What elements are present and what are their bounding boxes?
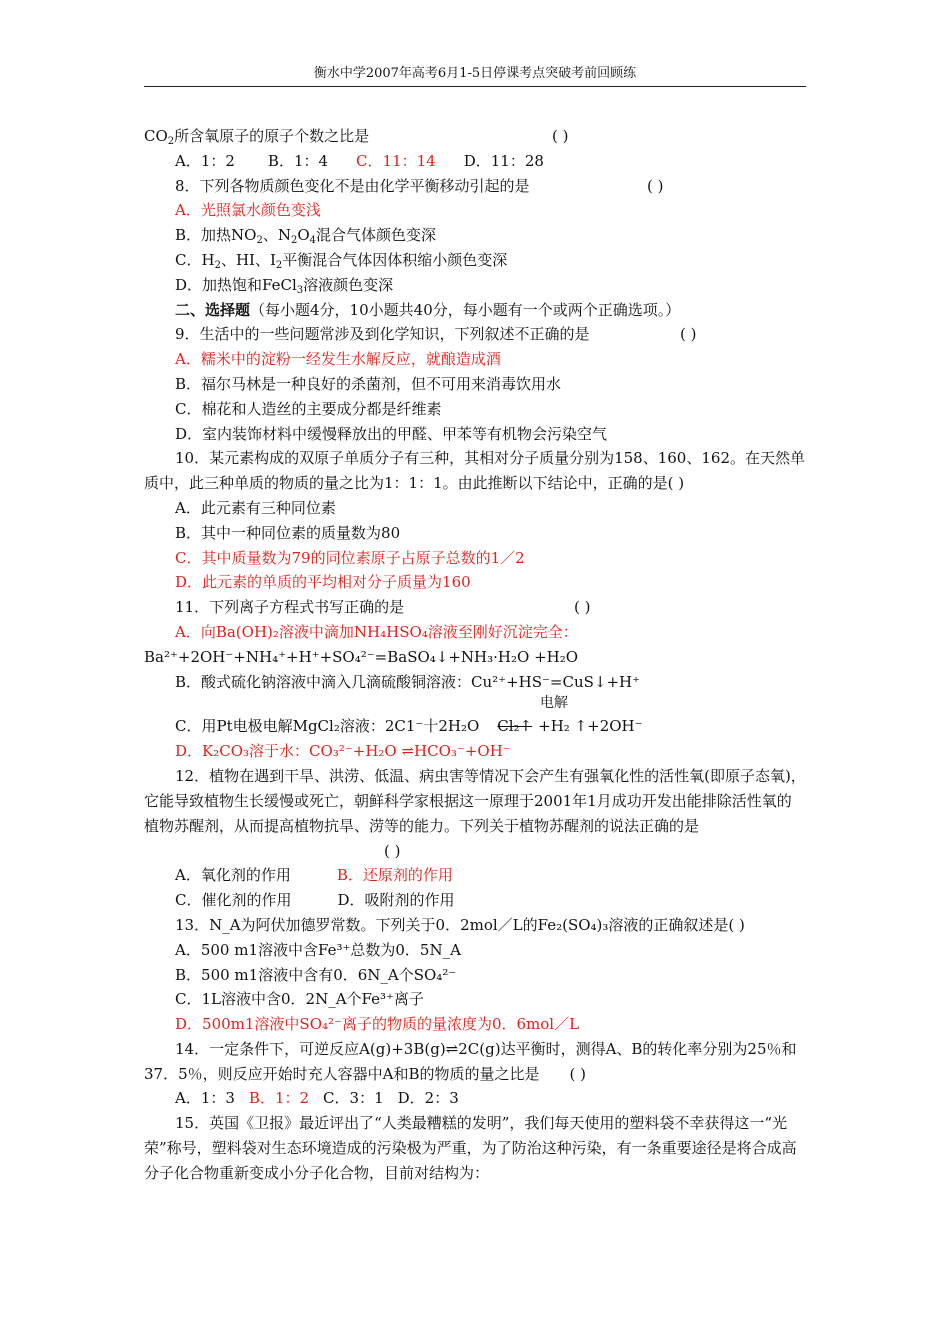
q9-answer-paren: ( ) [680, 325, 697, 344]
q7-option-b: B．1：4 [267, 151, 329, 170]
q14-options [144, 1086, 806, 1111]
exam-content [144, 124, 806, 1186]
q11-option-d: D．K₂CO₃溶于水：CO₃²⁻+H₂O ⇌HCO₃⁻+OH⁻ [175, 742, 511, 761]
q9-option-d: D．室内装饰材料中缓慢释放出的甲醛、甲苯等有机物会污染空气 [175, 424, 608, 443]
q7-option-c: C．11：14 [356, 151, 436, 170]
electrolysis-label: 电解 [540, 695, 568, 712]
q9-stem: 9．生活中的一些问题常涉及到化学知识，下列叙述不正确的是 ( ) [144, 322, 806, 347]
q9-option-c: C．棉花和人造丝的主要成分都是纤维素 [175, 399, 442, 418]
q12-options-row1 [144, 863, 806, 888]
q13-option-c: C．1L溶液中含0．2N_A个Fe³⁺离子 [175, 990, 424, 1009]
q14-option-c: C．3：1 [323, 1089, 384, 1108]
q8-option-c: C．$H_2$、HI、$I_2$平衡混合气体因体积缩小颜色变深 [175, 250, 508, 271]
q8-stem: 8．下列各物质颜色变化不是由化学平衡移动引起的是 ( ) [144, 174, 806, 199]
q11-stem: 11．下列离子方程式书写正确的是 ( ) [144, 595, 806, 620]
header-divider [144, 86, 806, 87]
q14-stem: 14．一定条件下，可逆反应A(g)+3B(g)⇌2C(g)达平衡时，测得A、B的转化率分别为25％和37．5％，则反应开始时充人容器中A和B的物质的量之比是 ( ) [144, 1039, 797, 1083]
q12-answer-paren: ( ) [384, 841, 401, 860]
q11-answer-paren: ( ) [574, 598, 591, 617]
q13-stem: 13．N_A为阿伏加德罗常数。下列关于0．2mol／L的Fe₂(SO₄)₃溶液的正确叙述是( ) [175, 915, 745, 934]
q11-option-a-equation: Ba²⁺+2OH⁻+NH₄⁺+H⁺+SO₄²⁻=BaSO₄↓+NH₃·H₂O +H₂O [144, 647, 579, 666]
q10-stem: 10．某元素构成的双原子单质分子有三种，其相对分子质量分别为158、160、162。在天然单质中，此三种单质的物质的量之比为1：1：1。由此推断以下结论中，正确的是( ) [144, 449, 805, 493]
q7-options [144, 149, 806, 174]
q10-option-b: B．其中一种同位素的质量数为80 [175, 523, 401, 542]
q14-option-a: A．1：3 [175, 1089, 235, 1108]
q8-option-a: A．光照氯水颜色变浅 [175, 201, 321, 220]
q11-option-b: B．酸式硫化钠溶液中滴入几滴硫酸铜溶液：Cu²⁺+HS⁻=CuS↓+H⁺ [175, 672, 641, 691]
q9-option-a: A．糯米中的淀粉一经发生水解反应，就酿造成酒 [175, 350, 501, 369]
q11-c-struck-term: Cl₂↑ [497, 717, 533, 736]
q14-option-d: D．2：3 [397, 1089, 459, 1108]
q10-option-a: A．此元素有三种同位素 [175, 498, 336, 517]
section-heading [144, 298, 806, 323]
q12-option-b: B．还原剂的作用 [336, 866, 453, 885]
section-title: 二、选择题 [175, 300, 251, 319]
page-header: 衡水中学2007年高考6月1-5日停课考点突破考前回顾练 [313, 66, 637, 81]
q8-answer-paren: ( ) [647, 176, 664, 195]
q12-option-d: D．吸附剂的作用 [337, 891, 455, 910]
section-note: （每小题4分，10小题共40分，每小题有一个或两个正确选项。） [250, 300, 681, 319]
q13-option-a: A．500 m1溶液中含Fe³⁺总数为0．5N_A [175, 940, 461, 959]
q12-option-a: A．氧化剂的作用 [175, 866, 291, 885]
q13-option-b: B．500 m1溶液中含有0．6N_A个SO₄²⁻ [175, 965, 457, 984]
q8-option-b: B．加热$NO_2$、$N_2O_4$混合气体颜色变深 [175, 226, 437, 247]
q11-option-c: 电解 C．用Pt电极电解MgCl₂溶液：2C1⁻十2H₂O Cl₂↑ +H₂ ↑+2OH⁻ [175, 695, 643, 736]
q12-option-c: C．催化剂的作用 [175, 891, 292, 910]
q12-stem: 12．植物在遇到干旱、洪涝、低温、病虫害等情况下会产生有强氧化性的活性氧(即原子态氧)，它能导致植物生长缓慢或死亡，朝鲜科学家根据这一原理于2001年1月成功开发出能排除活性氧的植物苏醒剂，从而提高植物抗旱、涝等的能力。下列关于植物苏醒剂的说法正确的是( ) [144, 767, 806, 860]
q10-option-d: D．此元素的单质的平均相对分子质量为160 [175, 573, 471, 592]
q9-option-b: B．福尔马林是一种良好的杀菌剂，但不可用来消毒饮用水 [175, 374, 562, 393]
q13-option-d: D．500m1溶液中SO₄²⁻离子的物质的量浓度为0．6mol／L [175, 1015, 580, 1034]
q14-answer-paren: ( ) [569, 1064, 586, 1083]
q15-stem: 15．英国《卫报》最近评出了“人类最糟糕的发明”，我们每天使用的塑料袋不幸获得这一“光荣”称号，塑料袋对生态环境造成的污染极为严重，为了防治这种污染，有一条重要途径是将合成高分子化合物重新变成小分子化合物，目前对结构为： [144, 1114, 797, 1182]
q7-option-a: A．1：2 [175, 151, 235, 170]
q7-answer-paren: ( ) [552, 127, 569, 145]
q7-stem: $CO_2$所含氧原子的原子个数之比是 ( ) [144, 124, 806, 149]
q12-options-row2 [144, 888, 806, 913]
q8-option-d: D．加热饱和FeCl$_3$溶液颜色变深 [175, 275, 394, 296]
q14-option-b: B．1：2 [248, 1089, 310, 1108]
q7-option-d: D．11：28 [463, 151, 544, 170]
q10-option-c: C．其中质量数为79的同位素原子占原子总数的1／2 [175, 548, 525, 567]
q11-option-a: A．向Ba(OH)₂溶液中滴加NH₄HSO₄溶液至刚好沉淀完全： [175, 622, 578, 641]
